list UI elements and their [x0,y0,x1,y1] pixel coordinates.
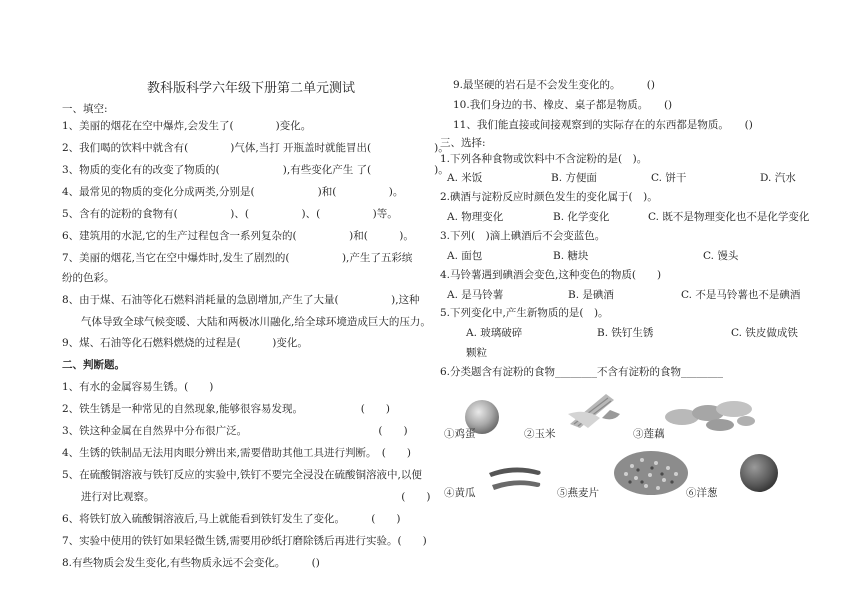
food-label-cucumber: ④黄瓜 [444,487,476,499]
question-fill-8-line1: 8、由于煤、石油等化石燃料消耗量的急剧增加,产生了大量( ),这种 [62,294,420,306]
lotus-root-image [662,393,757,435]
question-judge-7: 7、实验中使用的铁钉如果轻微生锈,需要用砂纸打磨除锈后再进行实验。( ) [62,535,427,547]
question-judge-9: 9.最坚硬的岩石是不会发生变化的。 () [453,79,655,91]
onion-image [738,452,780,494]
oatmeal-image [612,448,690,498]
choice-5-option-a: A. 玻璃破碎 [466,327,523,339]
question-judge-5-line1: 5、在硫酸铜溶液与铁钉反应的实验中,铁钉不要完全浸没在硫酸铜溶液中,以便 [62,469,422,481]
choice-4-option-a: A. 是马铃薯 [447,289,504,301]
question-fill-5: 5、含有的淀粉的食物有( )、( )、( )等。 [62,208,398,220]
choice-1-option-c: C. 饼干 [651,172,687,184]
question-judge-8: 8.有些物质会发生变化,有些物质永远不会变化。 () [62,557,320,569]
question-choice-2: 2.碘酒与淀粉反应时颜色发生的变化属于( )。 [440,191,658,203]
food-label-corn: ②玉米 [524,428,556,440]
question-judge-11: 11、我们能直接或间接观察到的实际存在的东西都是物质。 () [453,119,753,131]
choice-2-option-c: C. 既不是物理变化也不是化学变化 [648,211,810,223]
cucumber-image [486,463,544,493]
question-fill-3: 3、物质的变化有的改变了物质的( ),有些变化产生 了( )。 [62,164,449,176]
question-judge-1: 1、有水的金属容易生锈。( ) [62,381,214,393]
choice-1-option-b: B. 方便面 [551,172,597,184]
question-fill-9: 9、煤、石油等化石燃料燃烧的过程是( )变化。 [62,337,308,349]
question-fill-7-line2: 纷的色彩。 [62,272,115,284]
choice-1-option-a: A. 米饭 [447,172,483,184]
question-fill-4: 4、最常见的物质的变化分成两类,分别是( )和( )。 [62,186,404,198]
choice-5-option-b: B. 铁钉生锈 [597,327,654,339]
question-judge-5-line2: 进行对比观察。 ( ) [81,491,431,503]
question-choice-1: 1.下列各种食物或饮料中不含淀粉的是( )。 [440,153,648,165]
choice-2-option-a: A. 物理变化 [447,211,504,223]
choice-4-option-b: B. 是碘酒 [568,289,614,301]
food-label-egg: ①鸡蛋 [444,428,476,440]
question-fill-1: 1、美丽的烟花在空中爆炸,会发生了( )变化。 [62,120,312,132]
question-fill-2: 2、我们喝的饮料中就含有( )气体,当打 开瓶盖时就能冒出( )。 [62,142,449,154]
choice-3-option-a: A. 面包 [447,250,483,262]
question-judge-3: 3、铁这种金属在自然界中分布很广泛。 ( ) [62,425,408,437]
question-judge-4: 4、生锈的铁制品无法用肉眼分辨出来,需要借助其他工具进行判断。 ( ) [62,447,411,459]
question-judge-6: 6、将铁钉放入硫酸铜溶液后,马上就能看到铁钉发生了变化。 ( ) [62,513,401,525]
choice-5-option-c-continued: 颗粒 [466,347,487,359]
food-label-oatmeal: ⑤燕麦片 [557,487,599,499]
food-label-lotus-root: ③莲藕 [633,428,665,440]
section-judgement-heading: 二、判断题。 [62,359,125,371]
question-judge-2: 2、铁生锈是一种常见的自然现象,能够很容易发现。 ( ) [62,403,390,415]
question-choice-4: 4.马铃薯遇到碘酒会变色,这种变色的物质( ) [440,269,662,281]
question-choice-5: 5.下列变化中,产生新物质的是( )。 [440,307,609,319]
choice-3-option-c: C. 馒头 [703,250,739,262]
question-fill-6: 6、建筑用的水泥,它的生产过程包含一系列复杂的( )和( )。 [62,230,414,242]
choice-1-option-d: D. 汽水 [760,172,796,184]
corn-image [566,388,622,432]
question-fill-8-line2: 气体导致全球气候变暖、大陆和两极冰川融化,给全球环境造成巨大的压力。 [81,316,431,328]
choice-4-option-c: C. 不是马铃薯也不是碘酒 [681,289,801,301]
page-title: 教科版科学六年级下册第二单元测试 [147,81,356,96]
section-fill-blank-heading: 一、填空: [62,103,108,115]
choice-3-option-b: B. 糖块 [553,250,589,262]
question-fill-7-line1: 7、美丽的烟花,当它在空中爆炸时,发生了剧烈的( ),产生了五彩缤 [62,252,413,264]
choice-5-option-c: C. 铁皮做成铁 [731,327,798,339]
question-judge-10: 10.我们身边的书、橡皮、桌子都是物质。 () [453,99,673,111]
question-classify: 6.分类题含有淀粉的食物________不含有淀粉的食物________ [440,366,724,378]
choice-2-option-b: B. 化学变化 [553,211,610,223]
food-label-onion: ⑥洋葱 [686,487,718,499]
section-choice-heading: 三、选择: [440,137,486,149]
question-choice-3: 3.下列( )滴上碘酒后不会变蓝色。 [440,230,606,242]
